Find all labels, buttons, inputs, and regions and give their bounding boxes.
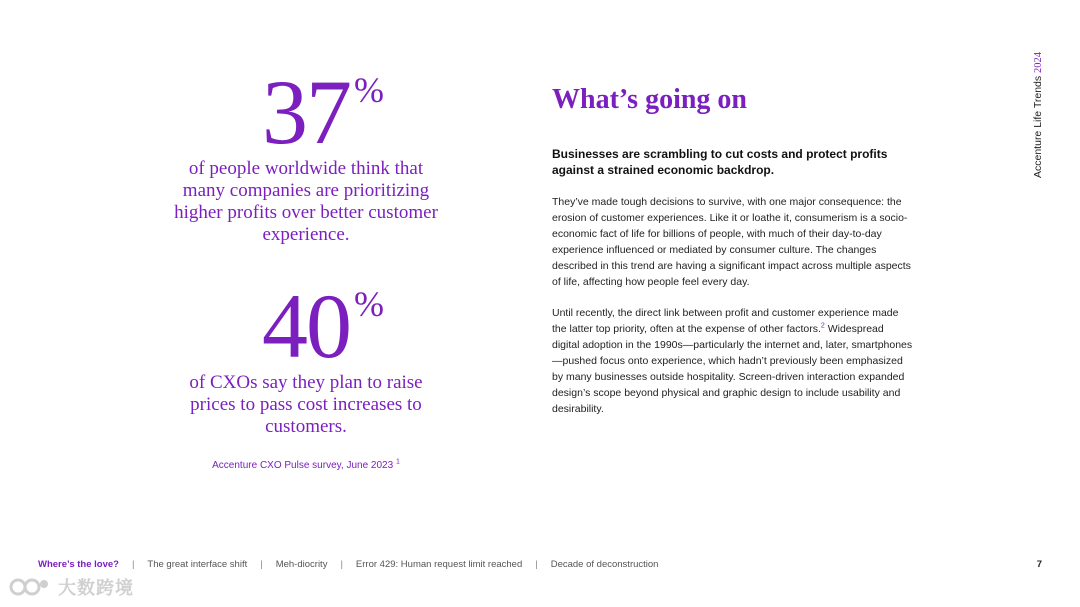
section-heading: What’s going on bbox=[552, 84, 748, 115]
side-label-year: 2024 bbox=[1033, 51, 1044, 73]
footer-nav-item-meh-diocrity[interactable]: Meh-diocrity bbox=[275, 559, 328, 570]
side-label-text: Accenture Life Trends bbox=[1032, 75, 1044, 178]
watermark-text: 大数跨境 bbox=[58, 578, 134, 598]
nav-separator: | bbox=[131, 559, 135, 570]
stat-block-2 bbox=[170, 275, 442, 438]
watermark bbox=[8, 574, 134, 600]
nav-separator: | bbox=[340, 559, 343, 570]
stat-block-1 bbox=[170, 61, 442, 246]
lead-paragraph: Businesses are scrambling to cut costs and protect profits against a strained economic backdrop. bbox=[552, 147, 888, 177]
body-paragraph-1: They’ve made tough decisions to survive, with one major consequence: the erosion of customer experiences. Like it or loathe it, consumerism is a socio-economic fact of life for billions of people, with much of their day-to-day experience influenced or mediated by consumer culture. The changes described in this trend are having a significant impact across multiple aspects of life, affecting how people feel every day. bbox=[552, 196, 911, 288]
stat-number-1: 37 bbox=[262, 61, 350, 163]
footer-nav-item-error-429[interactable]: Error 429: Human request limit reached bbox=[355, 559, 523, 570]
stat-number-2: 40 bbox=[262, 275, 350, 377]
stat-unit-1: % bbox=[354, 70, 384, 110]
footer-nav-item-wheres-the-love[interactable]: Where’s the love? bbox=[38, 559, 119, 570]
nav-separator: | bbox=[535, 559, 538, 570]
body-paragraph-2-part-b: Widespread digital adoption in the 1990s—particularly the internet and, later, smartphones—pushed focus onto experience, which hadn’t previously been emphasized by many businesses outside hospitality. Screen-driven interaction expanded design’s scope beyond physical and graphic design to include usability and desirability. bbox=[552, 323, 913, 415]
body-paragraph-2 bbox=[552, 305, 914, 417]
source-citation bbox=[170, 460, 442, 471]
stat-description-1: of people worldwide think that many companies are prioritizing higher profits over better customer experience. bbox=[174, 158, 438, 245]
stat-value-2 bbox=[262, 275, 384, 377]
stat-unit-2: % bbox=[354, 284, 384, 324]
side-label bbox=[1032, 52, 1044, 178]
body-paragraph-2-part-a: Until recently, the direct link between profit and customer experience made the latter top priority, often at the expense of other factors. bbox=[552, 307, 899, 335]
source-footnote: 1 bbox=[395, 458, 400, 466]
watermark-logo-icon bbox=[8, 576, 52, 598]
footnote-marker-2: 2 bbox=[820, 322, 825, 330]
footer-nav bbox=[38, 559, 1042, 570]
footer-nav-item-great-interface-shift[interactable]: The great interface shift bbox=[147, 559, 248, 570]
source-text: Accenture CXO Pulse survey, June 2023 bbox=[212, 460, 394, 471]
footer-nav-item-decade-of-deconstruction[interactable]: Decade of deconstruction bbox=[550, 559, 659, 570]
page-number: 7 bbox=[1036, 559, 1042, 570]
stat-value-1 bbox=[262, 61, 384, 163]
stat-description-2: of CXOs say they plan to raise prices to pass cost increases to customers. bbox=[189, 372, 423, 437]
nav-separator: | bbox=[260, 559, 263, 570]
